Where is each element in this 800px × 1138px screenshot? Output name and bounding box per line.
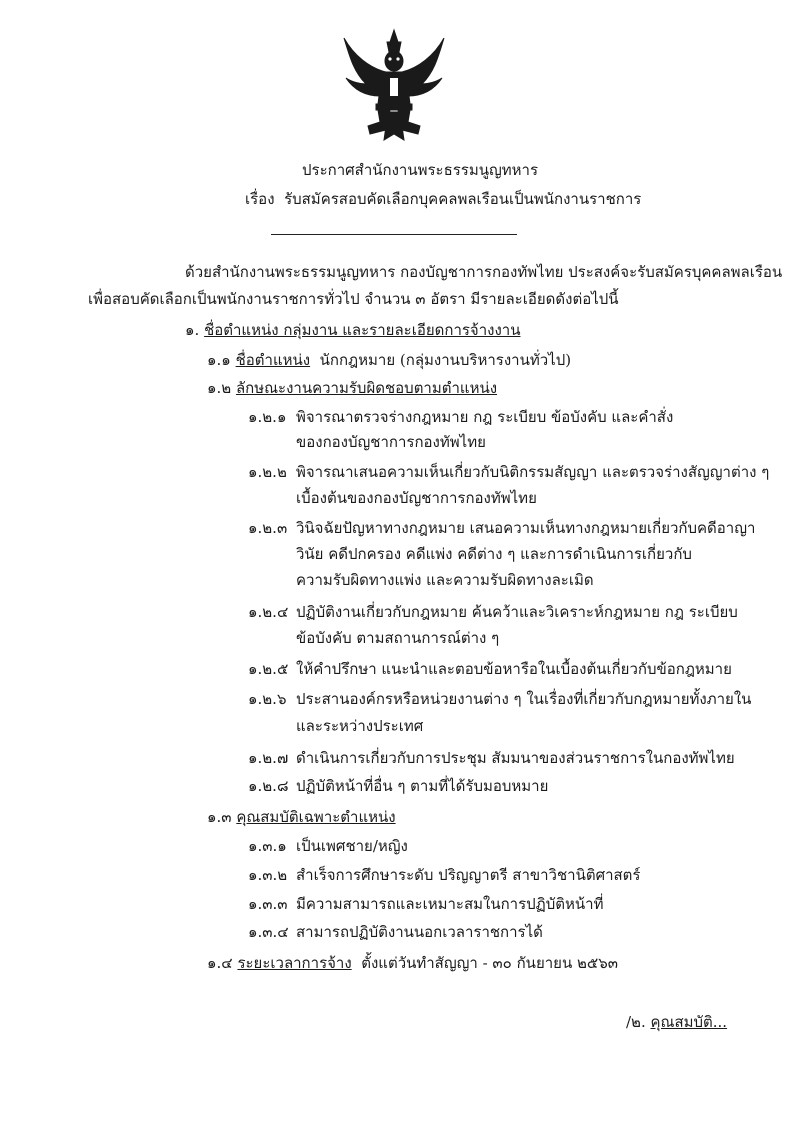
section-1-2-number: ๑.๒ [207, 379, 232, 397]
qualification-2-number: ๑.๓.๒ [248, 866, 288, 884]
section-1-title: ชื่อตำแหน่ง กลุ่มงาน และรายละเอียดการจ้างงาน [204, 321, 521, 339]
subject-text: รับสมัครสอบคัดเลือกบุคคลพลเรือนเป็นพนักงานราชการ [284, 190, 642, 208]
duty-8-line-1: ปฏิบัติหน้าที่อื่น ๆ ตามที่ได้รับมอบหมาย [296, 777, 549, 795]
qualification-3-text: มีความสามารถและเหมาะสมในการปฏิบัติหน้าที่ [296, 895, 604, 913]
section-1-4-number: ๑.๔ [207, 954, 233, 972]
title-divider [271, 234, 517, 235]
continuation-prefix: /๒. [626, 1013, 646, 1031]
qualification-4-number: ๑.๓.๔ [248, 923, 289, 941]
qualification-3-number: ๑.๓.๓ [248, 895, 288, 913]
duty-6-number: ๑.๒.๖ [248, 690, 287, 708]
subject-line [245, 189, 641, 209]
duty-3-number: ๑.๒.๓ [248, 519, 288, 537]
section-1-1-label: ชื่อตำแหน่ง [235, 351, 311, 369]
qualification-4-text: สามารถปฏิบัติงานนอกเวลาราชการได้ [296, 923, 543, 941]
subject-label: เรื่อง [245, 190, 275, 208]
section-1-heading [185, 320, 520, 340]
section-1-number: ๑. [185, 321, 200, 339]
garuda-emblem-icon [340, 28, 448, 146]
qualification-1-text: เป็นเพศชาย/หญิง [296, 837, 408, 855]
intro-line-2: เพื่อสอบคัดเลือกเป็นพนักงานราชการทั่วไป จำนวน ๓ อัตรา มีรายละเอียดดังต่อไปนี้ [88, 290, 619, 308]
section-1-2-label: ลักษณะงานความรับผิดชอบตามตำแหน่ง [235, 379, 498, 397]
qualification-1-number: ๑.๓.๑ [248, 837, 287, 855]
duty-4-line-2: ข้อบังคับ ตามสถานการณ์ต่าง ๆ [296, 629, 500, 647]
duty-1-number: ๑.๒.๑ [248, 408, 287, 426]
section-1-4-value: ตั้งแต่วันทำสัญญา - ๓๐ กันยายน ๒๕๖๓ [361, 954, 618, 972]
qualification-2-text: สำเร็จการศึกษาระดับ ปริญญาตรี สาขาวิชานิติศาสตร์ [296, 866, 641, 884]
duty-2-line-2: เบื้องต้นของกองบัญชาการกองทัพไทย [296, 489, 537, 507]
duty-8-number: ๑.๒.๘ [248, 777, 289, 795]
duty-2-line-1: พิจารณาเสนอความเห็นเกี่ยวกับนิติกรรมสัญญา และตรวจร่างสัญญาต่าง ๆ [296, 463, 770, 481]
intro-line-1: ด้วยสำนักงานพระธรรมนูญทหาร กองบัญชาการกองทัพไทย ประสงค์จะรับสมัครบุคคลพลเรือน [185, 263, 783, 281]
section-1-2 [207, 378, 497, 398]
section-1-3-number: ๑.๓ [207, 808, 232, 826]
continuation-text: คุณสมบัติ... [650, 1013, 728, 1031]
duty-2-number: ๑.๒.๒ [248, 463, 287, 481]
page-continuation [626, 1012, 727, 1032]
duty-5-line-1: ให้คำปรึกษา แนะนำและตอบข้อหารือในเบื้องต้นเกี่ยวกับข้อกฎหมาย [296, 660, 732, 678]
duty-4-number: ๑.๒.๔ [248, 603, 289, 621]
section-1-3-label: คุณสมบัติเฉพาะตำแหน่ง [236, 808, 396, 826]
duty-6-line-2: และระหว่างประเทศ [296, 717, 424, 735]
duty-7-line-1: ดำเนินการเกี่ยวกับการประชุม สัมมนาของส่วนราชการในกองทัพไทย [296, 749, 735, 767]
duty-6-line-1: ประสานองค์กรหรือหน่วยงานต่าง ๆ ในเรื่องที่เกี่ยวกับกฎหมายทั้งภายใน [296, 690, 752, 708]
section-1-1-value: นักกฎหมาย (กลุ่มงานบริหารงานทั่วไป) [319, 351, 572, 369]
duty-1-line-2: ของกองบัญชาการกองทัพไทย [296, 433, 486, 451]
duty-5-number: ๑.๒.๕ [248, 660, 289, 678]
section-1-4-label: ระยะเวลาการจ้าง [237, 954, 352, 972]
duty-3-line-2: วินัย คดีปกครอง คดีแพ่ง คดีต่าง ๆ และการดำเนินการเกี่ยวกับ [296, 545, 692, 563]
duty-4-line-1: ปฏิบัติงานเกี่ยวกับกฎหมาย ค้นคว้าและวิเคราะห์กฎหมาย กฎ ระเบียบ [296, 603, 738, 621]
section-1-1 [207, 350, 571, 370]
duty-1-line-1: พิจารณาตรวจร่างกฎหมาย กฎ ระเบียบ ข้อบังคับ และคำสั่ง [296, 408, 674, 426]
document-title: ประกาศสำนักงานพระธรรมนูญทหาร [302, 161, 539, 179]
duty-3-line-3: ความรับผิดทางแพ่ง และความรับผิดทางละเมิด [296, 571, 594, 589]
duty-7-number: ๑.๒.๗ [248, 749, 289, 767]
section-1-3 [207, 807, 396, 827]
section-1-1-number: ๑.๑ [207, 351, 231, 369]
section-1-4 [207, 953, 618, 973]
duty-3-line-1: วินิจฉัยปัญหาทางกฎหมาย เสนอความเห็นทางกฎหมายเกี่ยวกับคดีอาญา [296, 519, 756, 537]
